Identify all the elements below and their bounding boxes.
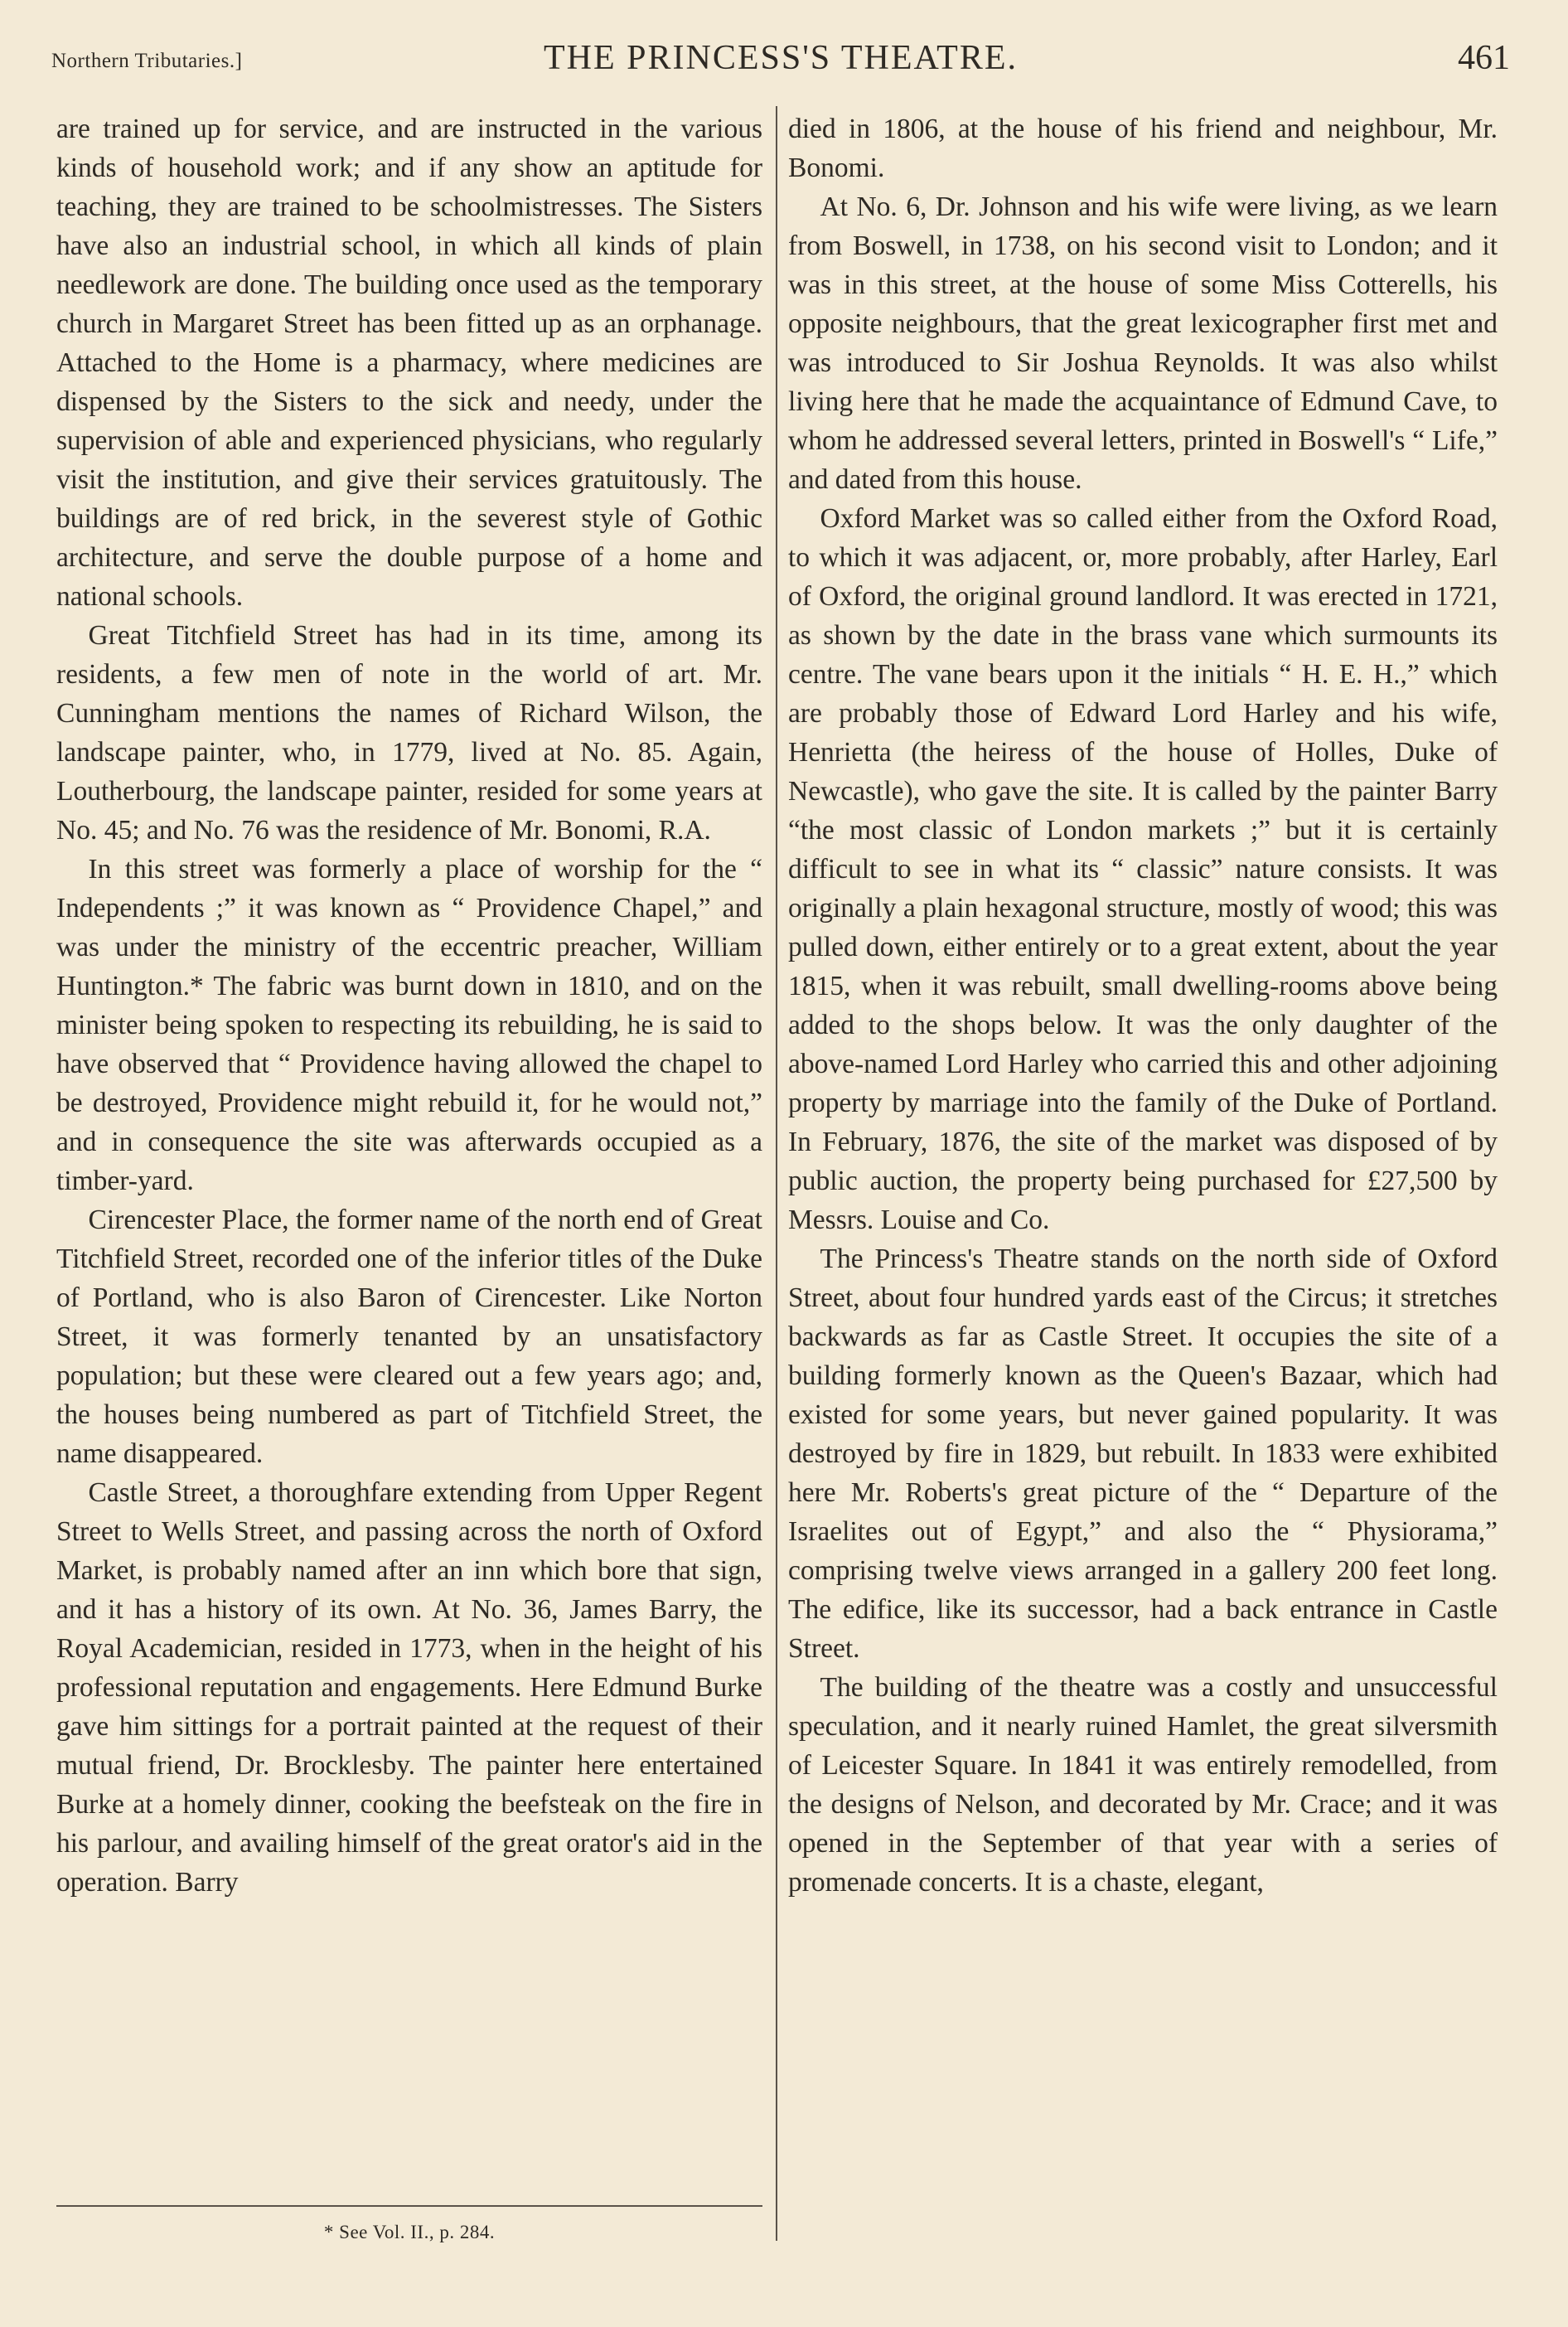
footnote-rule — [56, 2205, 762, 2207]
paragraph: In this street was formerly a place of worship for the “ Independents ;” it was known as “ Providence Chapel,” and was under the ministry of the eccentric preacher, William Huntington.* The fabric was burnt down in 1810, and on the minister being spoken to respecting its rebuilding, he is said to have observed that “ Providence having allowed the chapel to be destroyed, Providence might rebuild it, for he would not,” and in consequence the site was afterwards occupied as a timber-yard. — [56, 854, 762, 1196]
paragraph: Oxford Market was so called either from the Oxford Road, to which it was adjacent, or, more probably, after Harley, Earl of Oxford, the original ground landlord. It was erected in 1721, as shown by the date in the brass vane which surmounts its centre. The vane bears upon it the initials “ H. E. H.,” which are probably those of Edward Lord Harley and his wife, Henrietta (the heiress of the house of Holles, Duke of Newcastle), who gave the site. It is called by the painter Barry “the most classic of London markets ;” but it is certainly difficult to see in what its “ classic” nature consists. It was originally a plain hexagonal structure, mostly of wood; this was pulled down, either entirely or to a great extent, about the year 1815, when it was rebuilt, small dwelling-rooms above being added to the shops below. It was the only daughter of the above-named Lord Harley who carried this and other adjoining property by marriage into the family of the Duke of Portland. In February, 1876, the site of the market was disposed of by public auction, the property being purchased for £27,500 by Messrs. Louise and Co. — [788, 503, 1498, 1235]
paragraph: Cirencester Place, the former name of the north end of Great Titchfield Street, recorded one of the inferior titles of the Duke of Portland, who is also Baron of Cirencester. Like Norton Street, it was formerly tenanted by an unsatisfactory population; but these were cleared out a few years ago; and, the houses being numbered as part of Titchfield Street, the name disappeared. — [56, 1205, 762, 1469]
footnote: * See Vol. II., p. 284. — [323, 2222, 496, 2242]
left-column — [56, 109, 762, 1902]
paragraph: died in 1806, at the house of his friend and neighbour, Mr. Bonomi. — [788, 114, 1498, 183]
right-column — [788, 109, 1498, 1902]
paragraph: Castle Street, a thoroughfare extending from Upper Regent Street to Wells Street, and passing across the north of Oxford Market, is probably named after an inn which bore that sign, and it has a history of its own. At No. 36, James Barry, the Royal Academician, resided in 1773, when in the height of his professional reputation and engagements. Here Edmund Burke gave him sittings for a portrait painted at the request of their mutual friend, Dr. Brocklesby. The painter here entertained Burke at a homely dinner, cooking the beefsteak on the fire in his parlour, and availing himself of the great orator's aid in the operation. Barry — [56, 1477, 762, 1898]
page-number: 461 — [1458, 39, 1510, 77]
paragraph: Great Titchfield Street has had in its time, among its residents, a few men of note in the world of art. Mr. Cunningham mentions the names of Richard Wilson, the landscape painter, who, in 1779, lived at No. 85. Again, Loutherbourg, the landscape painter, resided for some years at No. 45; and No. 76 was the residence of Mr. Bonomi, R.A. — [56, 620, 762, 846]
paragraph: At No. 6, Dr. Johnson and his wife were living, as we learn from Boswell, in 1738, on his second visit to London; and it was in this street, at the house of some Miss Cotterells, his opposite neighbours, that the great lexicographer first met and was introduced to Sir Joshua Reynolds. It was also whilst living here that he made the acquaintance of Edmund Cave, to whom he addressed several letters, printed in Boswell's “ Life,” and dated from this house. — [788, 191, 1498, 495]
paragraph: are trained up for service, and are instructed in the various kinds of household work; and if any show an aptitude for teaching, they are trained to be schoolmistresses. The Sisters have also an industrial school, in which all kinds of plain needlework are done. The building once used as the temporary church in Margaret Street has been fitted up as an orphanage. Attached to the Home is a pharmacy, where medicines are dispensed by the Sisters to the sick and needy, under the supervision of able and experienced physicians, who regularly visit the institution, and give their services gratuitously. The buildings are of red brick, in the severest style of Gothic architecture, and serve the double purpose of a home and national schools. — [56, 114, 762, 612]
page-title: THE PRINCESS'S THEATRE. — [543, 39, 1019, 77]
paragraph: The Princess's Theatre stands on the north side of Oxford Street, about four hundred yards east of the Circus; it stretches backwards as far as Castle Street. It occupies the site of a building formerly known as the Queen's Bazaar, which had existed for some years, but never gained popularity. It was destroyed by fire in 1829, but rebuilt. In 1833 were exhibited here Mr. Roberts's great picture of the “ Departure of the Israelites out of Egypt,” and also the “ Physiorama,” comprising twelve views arranged in a gallery 200 feet long. The edifice, like its successor, had a back entrance in Castle Street. — [788, 1243, 1498, 1664]
running-head — [51, 32, 1510, 90]
column-divider — [776, 106, 777, 2241]
paragraph: The building of the theatre was a costly and unsuccessful speculation, and it nearly ruined Hamlet, the great silversmith of Leicester Square. In 1841 it was entirely remodelled, from the designs of Nelson, and decorated by Mr. Crace; and it was opened in the September of that year with a series of promenade concerts. It is a chaste, elegant, — [788, 1672, 1498, 1898]
section-label: Northern Tributaries.] — [51, 50, 243, 72]
